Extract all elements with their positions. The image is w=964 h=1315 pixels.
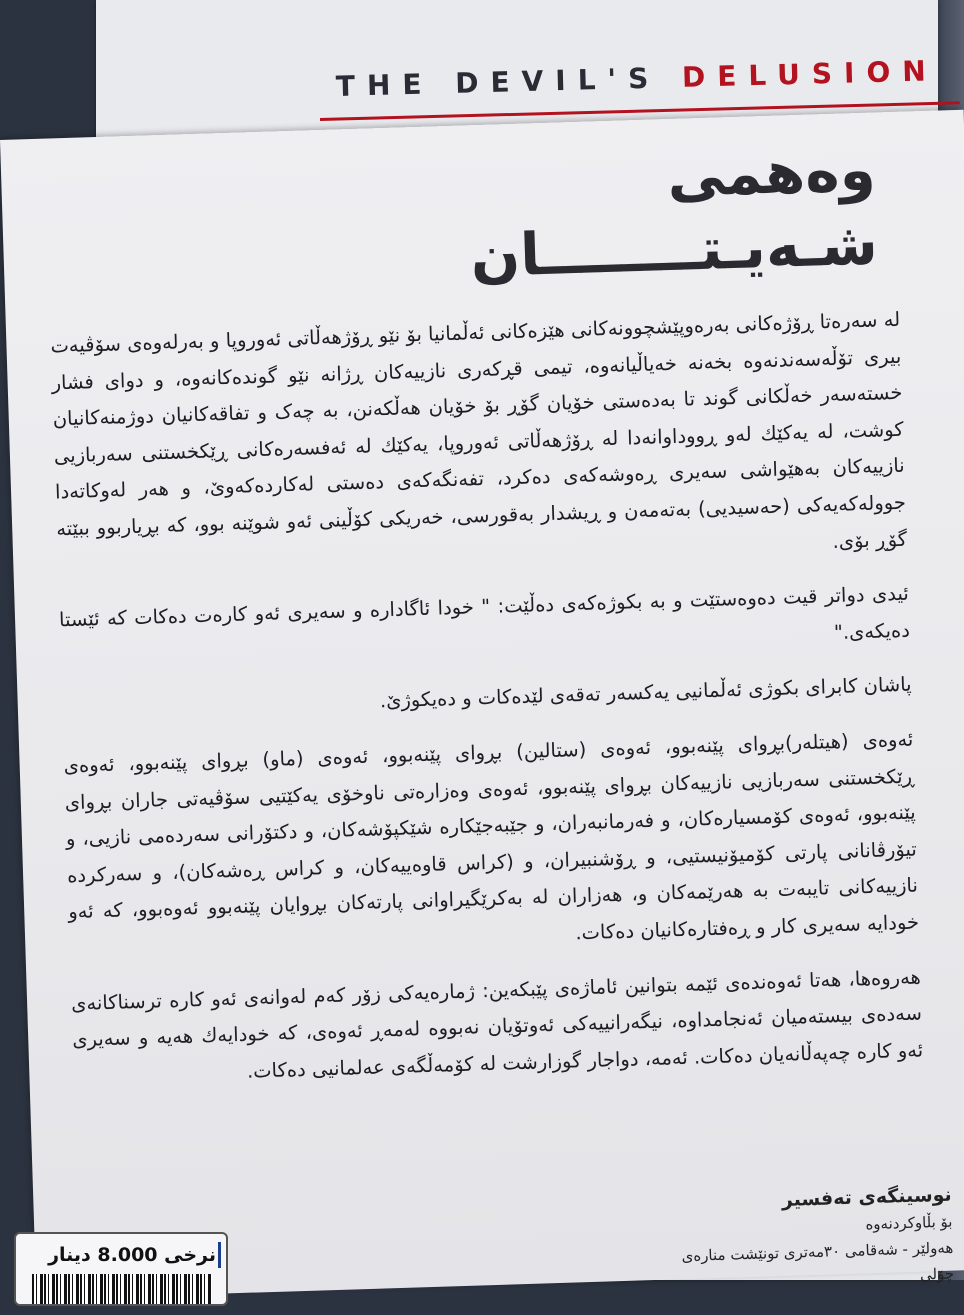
paragraph: ئیدی دواتر قیت دەوەستێت و بە بکوژەکەی دەڵێت: " خودا ئاگادارە و سەیری ئەو کارەت دەکات کە ئێستا دەیکەی.": [58, 581, 911, 644]
english-title-part1: THE DEVIL'S: [335, 61, 661, 103]
paragraph: لە سەرەتا ڕۆژەکانی بەرەوپێشچوونەکانی هێزەکانی ئەڵمانیا بۆ نێو ڕۆژهەڵاتی ئەوروپا و بەرلەوەی سۆڤیەت بیری تۆڵەسەندنەوە بخەنە خەیاڵیانەوە، تیمی قڕکەری نازییەکان ڕژانە نێو گوندەکانەوە، و دوای فشار خستەسەر خەڵکانی گوند تا بەدەستی خۆیان گۆڕ بۆ خۆیان هەڵکەنن، بە چەک و تفاقەکانیان دوژمنەکانیان کوشت، لە یەکێك لەو ڕووداوانەدا لە ڕۆژهەڵاتی ئەوروپا، یەکێك لە ئەفسەرەکانی ڕێکخستنی سەربازیی نازییەکان بەهێواشی سەیری ڕەوشەکەی دەکرد، تفەنگەکەی دەستی لەکاردەکەوێ، و هەر لەوکاتەدا جوولەکەیەکی (حەسیدیی) بەتەمەن و ڕیشدار بەقورسی، خەریکی کۆڵینی ئەو شوێنە بوو، کە بڕیاربوو ببێتە گۆڕ بۆی.: [50, 307, 908, 553]
barcode: [32, 1274, 212, 1304]
paragraph: هەروەها، هەتا ئەوەندەی ئێمە بتوانین ئاماژەی پێبکەین: ژمارەیەکی زۆر کەم لەوانەی ئەو کارە ترسناکانەی سەدەی بیستەمیان ئەنجامداوە، نیگەرانییەکی ئەوتۆیان نەبووە لەمەڕ ئەوەی، کە خودایەك هەیە و سەیری ئەو کارە چەپەڵانەیان دەکات. ئەمە، دواجار گوزارشت لە کۆمەڵگەی عەلمانیی دەکات.: [70, 964, 924, 1083]
paragraph: ئەوەی (هیتلەر)بڕوای پێنەبوو، ئەوەی (ستالین) بڕوای پێنەبوو، ئەوەی (ماو) بڕوای پێنەبوو، ئەوەی ڕێکخستنی سەربازیی نازییەکان بڕوای پێنەبوو، ئەوەی وەزارەتی ناوخۆی یەکێتیی سۆڤیەتی جاران بڕوای پێنەبوو، ئەوەی کۆمسیارەکان، و فەرمانبەران، و جێبەجێکارە شێکپۆشەکان، و دکتۆرانی سەردەمی نازیی، و تیۆرڤانانی پارتی کۆمیۆنیستیی، و ڕۆشنبیران، و (کراس قاوەییەکان، و کراس ڕەشەکان)، و سەرکردە نازییەکانی تایبەت بە هەرێمەکان و، هەزاران لە بەکرێگیراوانی پارتەکان بڕوایان پێنەبوو ئەوەبوو، کە ئەو خودایە سەیری کار و ڕەفتارەکانیان دەکات.: [63, 727, 920, 945]
publisher-name: نوسینگەی تەفسیر: [781, 1183, 952, 1211]
publisher-block: [651, 1181, 954, 1296]
title-line-2: شـەیـتــــــــان: [469, 209, 879, 291]
english-title-part2: DELUSION: [681, 54, 939, 94]
title-line-1: وەهمی: [666, 135, 877, 211]
price-sticker: [14, 1232, 228, 1306]
paragraph: پاشان کابرای بکوژی ئەڵمانیی یەکسەر تەقەی لێدەکات و دەیکوژێ.: [379, 672, 912, 713]
price-marker: [218, 1242, 221, 1268]
kurdish-title: [274, 133, 878, 300]
front-page: [0, 110, 964, 1300]
body-text: [50, 302, 924, 1108]
price-label: نرخی 8.000 دینار: [48, 1244, 216, 1266]
publisher-subtitle: بۆ بڵاوکردنەوە: [865, 1212, 953, 1234]
publisher-address: هەولێر - شەقامی ٣٠مەتری تونێشت منارەی چۆلی: [681, 1238, 955, 1284]
english-title: [335, 54, 956, 110]
